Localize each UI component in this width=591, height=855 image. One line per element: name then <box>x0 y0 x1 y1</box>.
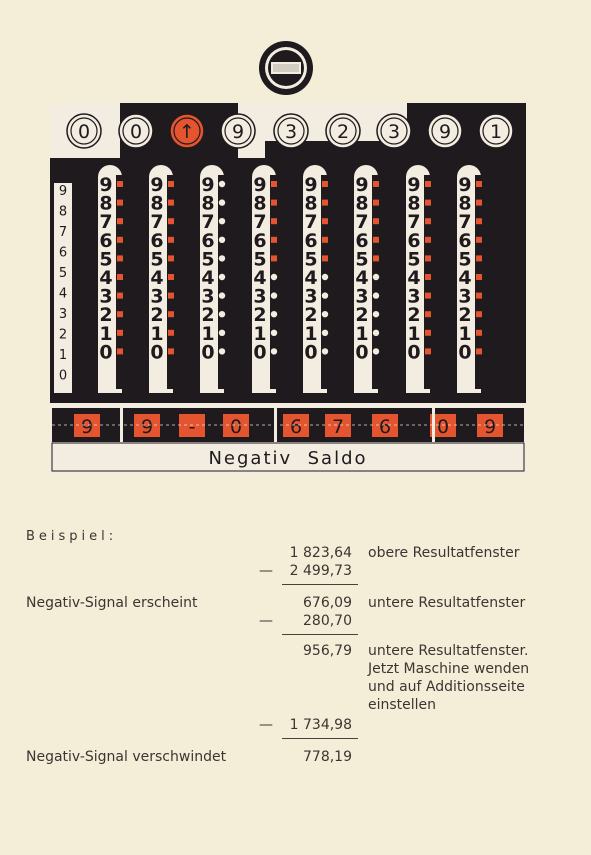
slot-digit: 7 <box>253 211 267 234</box>
note-line: einstellen <box>368 697 437 713</box>
svg-text:2: 2 <box>336 121 350 143</box>
slot-digit: 8 <box>407 192 421 215</box>
row-note: untere Resultatfenster <box>368 595 526 611</box>
slot-digit: 3 <box>99 285 113 308</box>
row-note: obere Resultatfenster <box>368 545 520 561</box>
top-dial <box>377 114 411 148</box>
slot-digit: 6 <box>458 229 472 252</box>
digit-slot <box>149 165 175 393</box>
scale-number: 0 <box>58 368 68 384</box>
slot-digit: 0 <box>304 341 318 364</box>
minus-sign: — <box>259 717 273 733</box>
scale-number: 5 <box>58 266 68 281</box>
slot-digit: 2 <box>355 304 369 327</box>
svg-text:3: 3 <box>284 121 298 143</box>
slot-digit: 3 <box>407 285 421 308</box>
slot-digit: 2 <box>304 304 318 327</box>
negative-signal-icon <box>258 40 314 96</box>
slot-digit: 2 <box>253 304 267 327</box>
digit-slot <box>354 165 380 393</box>
row-value: 778,19 <box>303 749 352 765</box>
digit-slot <box>200 165 226 393</box>
slot-digit: 1 <box>99 322 113 345</box>
digit-slot <box>457 165 483 393</box>
slot-digit: 8 <box>150 192 164 215</box>
slot-digit: 0 <box>355 341 369 364</box>
top-dial <box>326 114 360 148</box>
slot-digit: 6 <box>355 229 369 252</box>
row-value: 676,09 <box>303 595 352 611</box>
slot-digit: 2 <box>201 304 215 327</box>
slot-digit: 6 <box>407 229 421 252</box>
slot-digit: 8 <box>253 192 267 215</box>
slot-digit: 4 <box>355 267 369 289</box>
slot-digit: 6 <box>99 229 113 252</box>
slot-digit: 5 <box>253 248 267 271</box>
slot-digit: 7 <box>99 211 113 234</box>
svg-text:1: 1 <box>489 121 503 143</box>
slot-digit: 8 <box>355 192 369 215</box>
scale-number: 6 <box>58 245 68 261</box>
slot-digit: 0 <box>458 341 472 364</box>
result-digit <box>325 414 351 438</box>
top-dial <box>170 114 204 148</box>
result-digit <box>477 414 503 438</box>
top-dial <box>67 114 101 148</box>
slot-digit: 7 <box>150 211 164 234</box>
slot-digit: 0 <box>253 341 267 364</box>
slot-digit: 2 <box>407 304 421 327</box>
slot-digit: 1 <box>407 322 421 345</box>
slot-digit: 2 <box>150 304 164 327</box>
slot-digit: 4 <box>150 267 164 289</box>
svg-text:6: 6 <box>289 416 303 438</box>
row-value: 1 823,64 <box>289 545 352 561</box>
scale-number: 2 <box>58 327 68 343</box>
slot-digit: 9 <box>407 174 421 196</box>
slot-digit: 8 <box>304 192 318 215</box>
svg-text:9: 9 <box>80 416 94 438</box>
slot-digit: 2 <box>458 304 472 327</box>
result-digit <box>283 414 309 438</box>
row-label: Negativ-Signal erscheint <box>26 595 198 611</box>
digit-slot <box>98 165 124 393</box>
note-line: und auf Additionsseite <box>368 679 525 695</box>
slot-digit: 0 <box>407 341 421 364</box>
slot-digit: 4 <box>304 267 318 289</box>
svg-text:-: - <box>188 416 196 438</box>
result-digit <box>223 414 249 438</box>
slot-digit: 4 <box>201 267 215 289</box>
svg-text:7: 7 <box>331 416 345 438</box>
svg-text:9: 9 <box>231 121 245 143</box>
scale-number: 9 <box>58 184 68 199</box>
slot-digit: 3 <box>253 285 267 308</box>
top-dial <box>221 114 255 148</box>
slot-digit: 5 <box>150 248 164 271</box>
result-digit <box>74 414 100 438</box>
scale-number: 3 <box>58 307 68 322</box>
slot-digit: 7 <box>355 211 369 234</box>
slot-digit: 7 <box>201 211 215 234</box>
row-value: 280,70 <box>303 613 352 629</box>
minus-sign: — <box>259 613 273 629</box>
slot-digit: 5 <box>99 248 113 271</box>
scale-number: 4 <box>58 286 68 302</box>
row-value: 956,79 <box>303 643 352 659</box>
slot-digit: 1 <box>458 322 472 345</box>
svg-text:9: 9 <box>438 121 452 143</box>
slot-digit: 9 <box>458 174 472 196</box>
svg-text:0: 0 <box>436 416 450 438</box>
row-value: 1 734,98 <box>289 717 352 733</box>
slot-digit: 4 <box>407 267 421 289</box>
slot-digit: 2 <box>99 304 113 327</box>
slot-digit: 1 <box>355 322 369 345</box>
row-label: Negativ-Signal verschwindet <box>26 749 227 765</box>
top-dial <box>479 114 513 148</box>
top-dial <box>428 114 462 148</box>
svg-text:9: 9 <box>140 416 154 438</box>
digit-slot <box>406 165 432 393</box>
slot-digit: 4 <box>253 267 267 289</box>
slot-digit: 7 <box>304 211 318 234</box>
slot-digit: 1 <box>253 322 267 345</box>
slot-digit: 1 <box>150 322 164 345</box>
slot-digit: 0 <box>99 341 113 364</box>
slot-digit: 1 <box>201 322 215 345</box>
sum-rule <box>282 584 358 585</box>
slot-digit: 1 <box>304 322 318 345</box>
slot-digit: 6 <box>253 229 267 252</box>
scale-number: 8 <box>58 204 68 220</box>
slot-digit: 9 <box>304 174 318 196</box>
slot-digit: 3 <box>150 285 164 308</box>
slot-digit: 7 <box>407 211 421 234</box>
svg-text:↑: ↑ <box>179 121 195 143</box>
slot-digit: 9 <box>201 174 215 196</box>
scale-number: 7 <box>58 225 68 240</box>
digit-slot <box>252 165 278 393</box>
example-section <box>0 520 591 820</box>
slot-digit: 8 <box>458 192 472 215</box>
slot-digit: 0 <box>150 341 164 364</box>
slot-digit: 3 <box>201 285 215 308</box>
slot-digit: 4 <box>458 267 472 289</box>
slot-digit: 6 <box>304 229 318 252</box>
top-dial <box>274 114 308 148</box>
slot-digit: 3 <box>304 285 318 308</box>
sum-rule <box>282 634 358 635</box>
slot-digit: 6 <box>201 229 215 252</box>
note-line: Jetzt Maschine wenden <box>368 661 530 677</box>
slot-digit: 3 <box>458 285 472 308</box>
slot-digit: 9 <box>99 174 113 196</box>
scale-number: 1 <box>58 348 68 363</box>
svg-text:6: 6 <box>378 416 392 438</box>
svg-text:3: 3 <box>387 121 401 143</box>
example-title: Beispiel: <box>26 529 118 544</box>
slot-digit: 5 <box>458 248 472 271</box>
slot-digit: 0 <box>201 341 215 364</box>
row-note: untere Resultatfenster. <box>368 643 529 659</box>
svg-text:0: 0 <box>229 416 243 438</box>
row-value: 2 499,73 <box>289 563 352 579</box>
svg-text:9: 9 <box>483 416 497 438</box>
slot-digit: 7 <box>458 211 472 234</box>
svg-text:0: 0 <box>129 121 143 143</box>
calculator-panel <box>50 103 526 473</box>
top-dial <box>119 114 153 148</box>
slot-digit: 6 <box>150 229 164 252</box>
slot-digit: 3 <box>355 285 369 308</box>
slot-digit: 5 <box>304 248 318 271</box>
slot-digit: 9 <box>355 174 369 196</box>
result-label: Negativ Saldo <box>208 448 368 469</box>
slot-digit: 9 <box>253 174 267 196</box>
slot-digit: 9 <box>150 174 164 196</box>
sum-rule <box>282 738 358 739</box>
minus-sign: — <box>259 563 273 579</box>
digit-slot <box>303 165 329 393</box>
slot-digit: 4 <box>99 267 113 289</box>
slot-digit: 8 <box>99 192 113 215</box>
svg-text:0: 0 <box>77 121 91 143</box>
slot-digit: 5 <box>201 248 215 271</box>
slot-digit: 5 <box>355 248 369 271</box>
result-digit <box>372 414 398 438</box>
slot-digit: 8 <box>201 192 215 215</box>
result-digit <box>134 414 160 438</box>
result-digit <box>179 414 205 438</box>
slot-digit: 5 <box>407 248 421 271</box>
